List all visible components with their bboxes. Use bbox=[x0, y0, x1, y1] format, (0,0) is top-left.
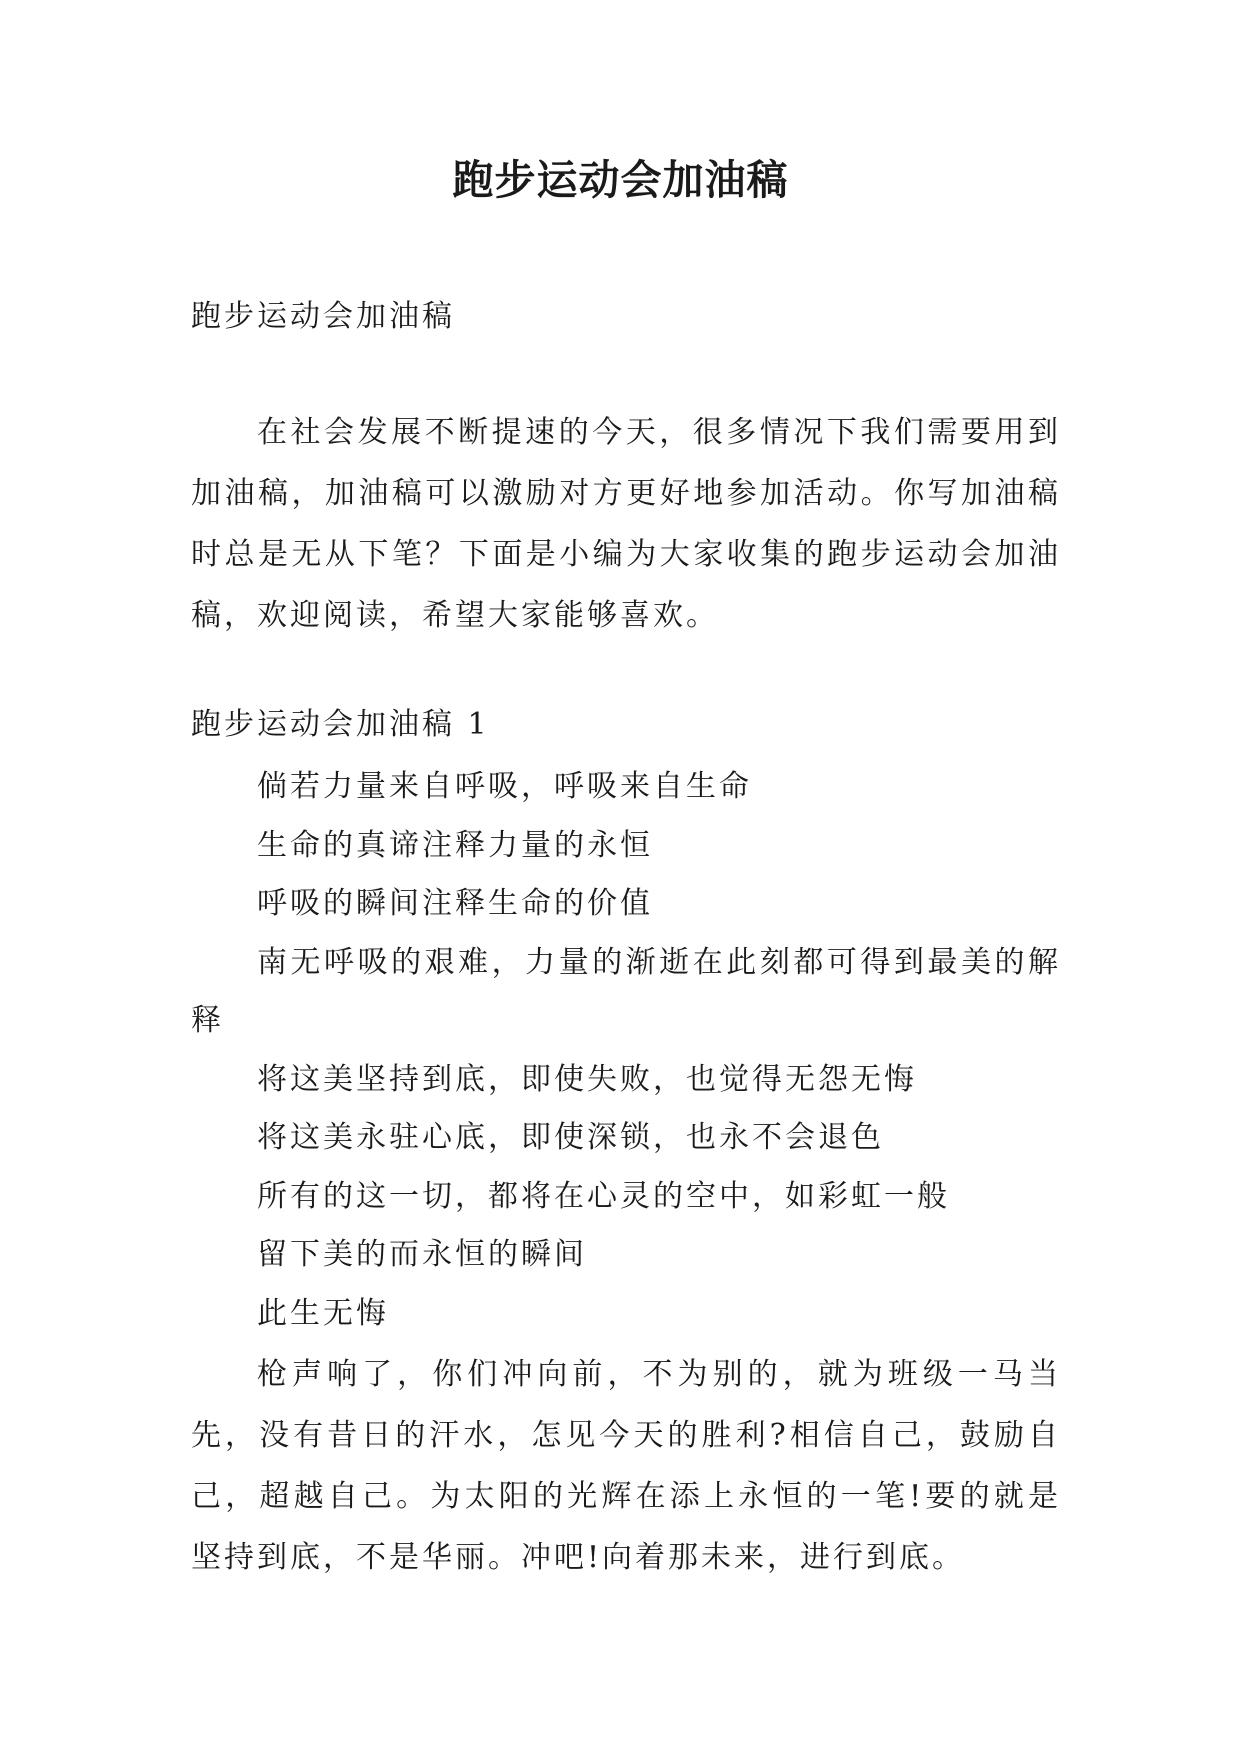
poem-line: 将这美坚持到底，即使失败，也觉得无怨无悔 bbox=[257, 1061, 917, 1097]
poem-line: 此生无悔 bbox=[257, 1295, 389, 1331]
document-title: 跑步运动会加油稿 bbox=[452, 156, 789, 204]
poem-line: 生命的真谛注释力量的永恒 bbox=[257, 827, 653, 863]
poem-line: 呼吸的瞬间注释生命的价值 bbox=[257, 886, 653, 921]
poem-line: 将这美永驻心底，即使深锁，也永不会退色 bbox=[257, 1120, 884, 1155]
poem-line: 所有的这一切，都将在心灵的空中，如彩虹一般 bbox=[257, 1178, 950, 1214]
closing-paragraph: 枪声响了，你们冲向前，不为别的，就为班级一马当先，没有昔日的汗水，怎见今天的胜利?相信自己，鼓励自己，超越自己。为太阳的光辉在添上永恒的一笔!要的就是坚持到底，不是华丽。冲吧!向着那未来，进行到底。 bbox=[191, 1357, 1061, 1575]
poem-line: 留下美的而永恒的瞬间 bbox=[257, 1237, 587, 1272]
poem-line: 南无呼吸的艰难，力量的渐逝在此刻都可得到最美的解释 bbox=[191, 944, 1061, 1038]
document-subtitle: 跑步运动会加油稿 bbox=[191, 299, 455, 334]
poem-line: 倘若力量来自呼吸，呼吸来自生命 bbox=[257, 769, 752, 804]
intro-paragraph: 在社会发展不断提速的今天，很多情况下我们需要用到加油稿，加油稿可以激励对方更好地参加活动。你写加油稿时总是无从下笔？下面是小编为大家收集的跑步运动会加油稿，欢迎阅读，希望大家能够喜欢。 bbox=[191, 415, 1061, 633]
poem-lines bbox=[191, 758, 1061, 1343]
section-title: 跑步运动会加油稿 1 bbox=[191, 707, 490, 742]
